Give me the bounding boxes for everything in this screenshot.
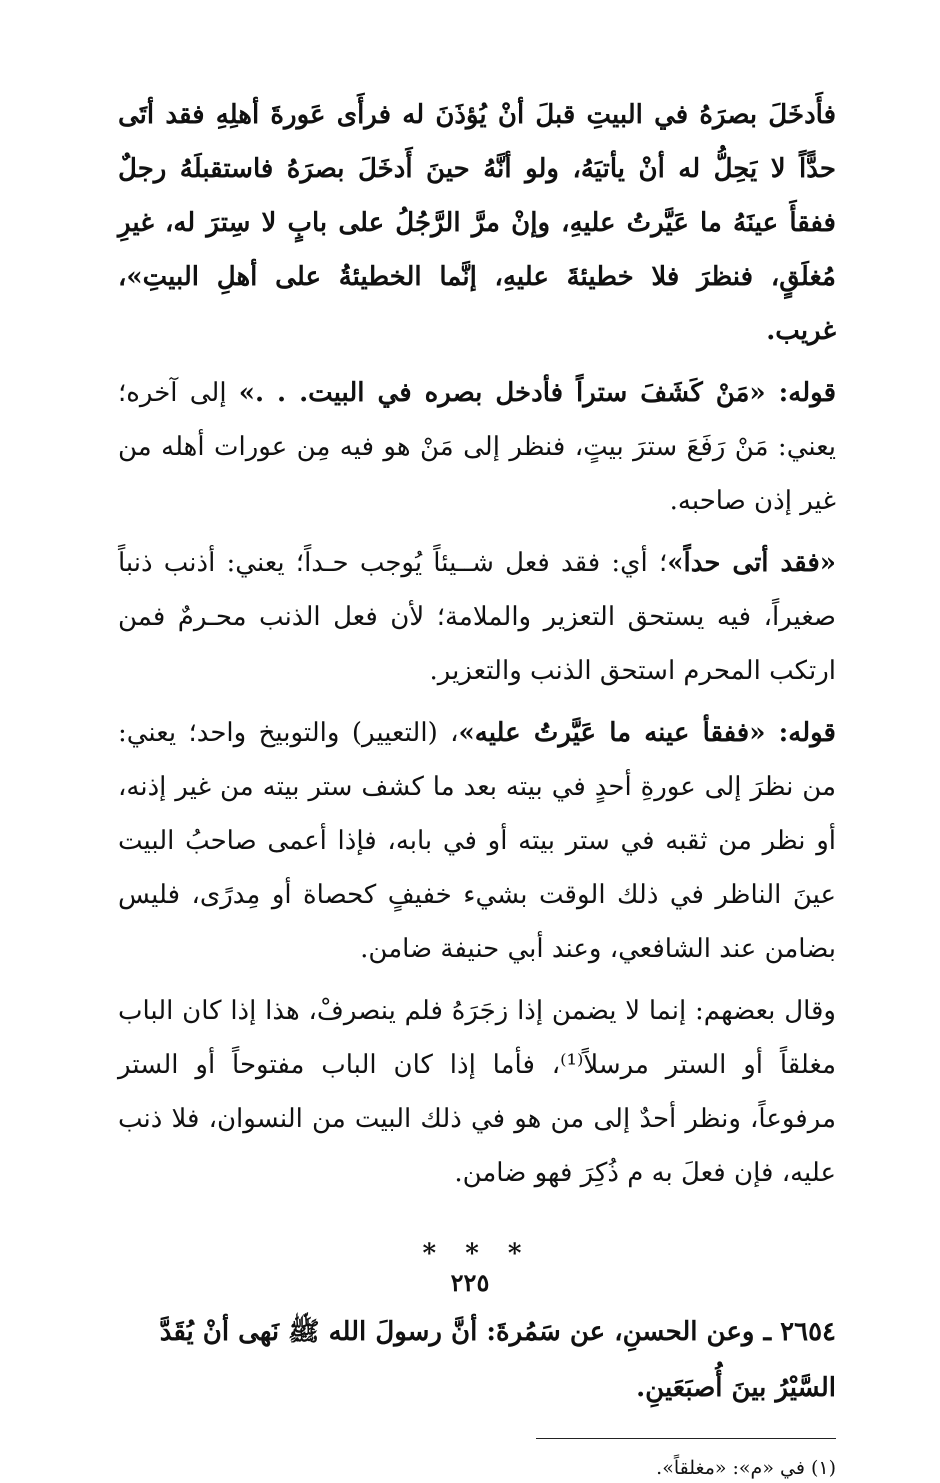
commentary-text: إلى آخره؛ يعني: مَنْ رَفَعَ سترَ بيتٍ، فنظر إلى مَنْ هو فيه مِن عورات أهله من غير إذن صاحبه.	[118, 378, 836, 516]
quoted-phrase: قوله: «مَنْ كَشَفَ ستراً فأدخل بصره في البيت. . .»	[238, 378, 836, 408]
footnote-divider	[536, 1438, 836, 1439]
commentary-text: ، (التعيير) والتوبيخ واحد؛ يعني: من نظرَ إلى عورةِ أحدٍ في بيته بعد ما كشف ستر بيته من غير إذنه، أو نظر من ثقبه في ستر بيته أو في بابه، فإذا أعمى صاحبُ البيت عينَ الناظر في ذلك الوقت بشيء خفيفٍ كحصاة أو مِدرًى، فليس بضامن عند الشافعي، وعند أبي حنيفة ضامن.	[118, 718, 836, 964]
page-number: ٢٢٥	[450, 1268, 490, 1297]
paragraph-commentary-3	[118, 706, 836, 976]
footnote-1: (١) في «م»: «مغلقاً».	[656, 1457, 836, 1479]
page-body	[118, 88, 836, 1479]
quoted-phrase: قوله: «ففقأ عينه ما عَيَّرتُ عليه»	[458, 718, 836, 748]
paragraph-commentary-4: وقال بعضهم: إنما لا يضمن إذا زجَرَهُ فلم ينصرفْ، هذا إذا كان الباب مغلقاً أو الستر مرسلاً⁽¹⁾، فأما إذا كان الباب مفتوحاً أو الستر مرفوعاً، ونظر أحدٌ إلى من هو في ذلك البيت من النسوان، فلا ذنب عليه، فإن فعلَ به م ذُكِرَ فهو ضامن.	[118, 996, 836, 1188]
paragraph-commentary-2	[118, 536, 836, 698]
hadith-2654: ٢٦٥٤ ـ وعن الحسنِ، عن سَمُرةَ: أنَّ رسولَ الله ﷺ نَهى أنْ يُقَدَّ السَّيْرُ بينَ أُصبَعَينِ.	[159, 1317, 836, 1403]
quoted-phrase: «فقد أتى حداً»	[667, 548, 836, 578]
section-separator: * * *	[422, 1239, 532, 1269]
commentary-text: ؛ أي: فقد فعل شــيئاً يُوجب حـداً؛ يعني: أذنب ذنباً صغيراً، فيه يستحق التعزير والملامة؛ لأن فعل الذنب محـرمٌ فمن ارتكب المحرم استحق الذنب والتعزير.	[118, 548, 836, 686]
paragraph-commentary-1	[118, 366, 836, 528]
paragraph-hadith-continuation: فأَدخَلَ بصرَهُ في البيتِ قبلَ أنْ يُؤذَنَ له فرأَى عَورةَ أهلِهِ فقد أتَى حدًّاً لا يَحِلُّ له أنْ يأتيَهُ، ولو أنَّهُ حينَ أَدخَلَ بصرَهُ فاستقبلَهُ رجلٌ ففقأَ عينَهُ ما عَيَّرتُ عليهِ، وإنْ مرَّ الرَّجُلُ على بابٍ لا سِترَ له، غيرِ مُغلَقٍ، فنظرَ فلا خطيئةَ عليهِ، إنَّما الخطيئةُ على أهلِ البيتِ»، غريب.	[118, 100, 836, 346]
